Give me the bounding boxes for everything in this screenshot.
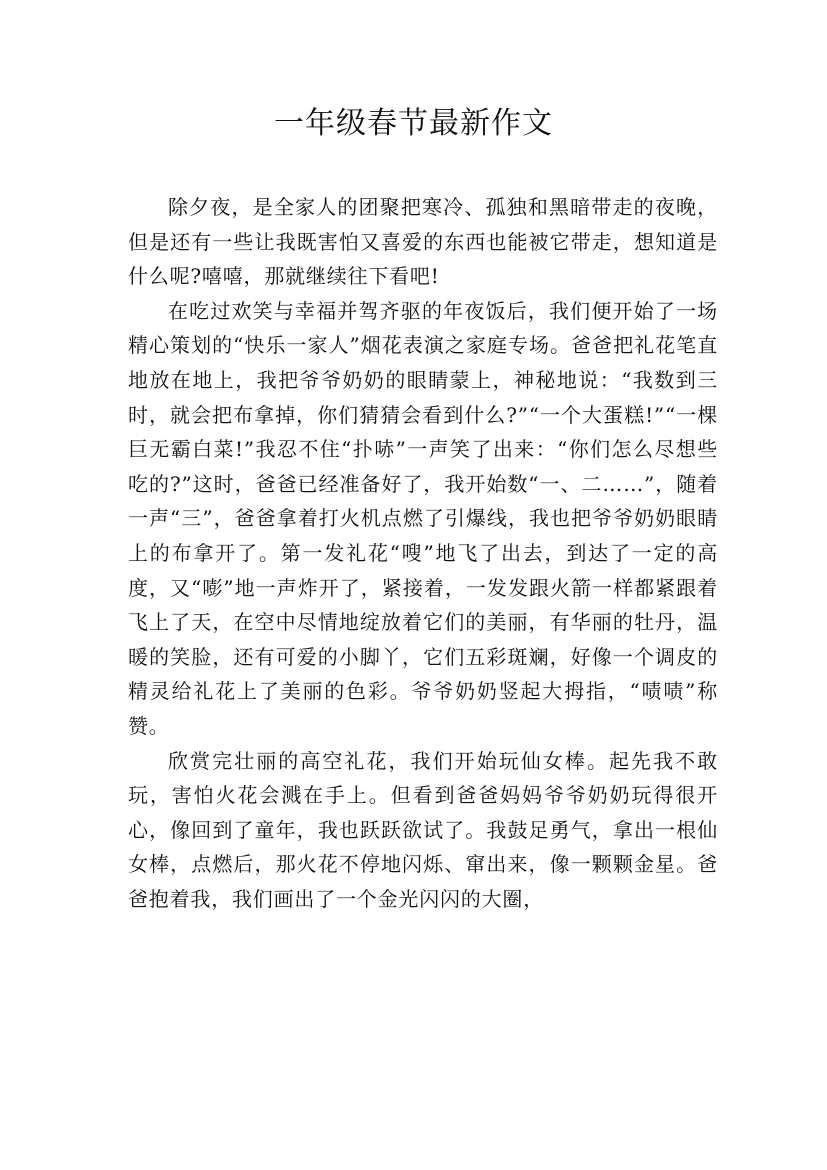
paragraph-1: 除夕夜，是全家人的团聚把寒冷、孤独和黑暗带走的夜晚，但是还有一些让我既害怕又喜爱的东西也能被它带走，想知道是什么呢?嘻嘻，那就继续往下看吧! bbox=[128, 195, 718, 289]
paragraph-2: 在吃过欢笑与幸福并驾齐驱的年夜饭后，我们便开始了一场精心策划的“快乐一家人”烟花表演之家庭专场。爸爸把礼花笔直地放在地上，我把爷爷奶奶的眼睛蒙上，神秘地说：“我数到三时，就会把布拿掉，你们猜猜会看到什么?”“一个大蛋糕!”“一棵巨无霸白菜!”我忍不住“扑哧”一声笑了出来：“你们怎么尽想些吃的?”这时，爸爸已经准备好了，我开始数“一、二……”，随着一声“三”，爸爸拿着打火机点燃了引爆线，我也把爷爷奶奶眼睛上的布拿开了。第一发礼花“嗖”地飞了出去，到达了一定的高度，又“嘭”地一声炸开了，紧接着，一发发跟火箭一样都紧跟着飞上了天，在空中尽情地绽放着它们的美丽，有华丽的牡丹，温暖的笑脸，还有可爱的小脚丫，它们五彩斑斓，好像一个调皮的精灵给礼花上了美丽的色彩。爷爷奶奶竖起大拇指，“啧啧”称赞。 bbox=[128, 298, 718, 738]
paragraph-3: 欣赏完壮丽的高空礼花，我们开始玩仙女棒。起先我不敢玩，害怕火花会溅在手上。但看到爸爸妈妈爷爷奶奶玩得很开心，像回到了童年，我也跃跃欲试了。我鼓足勇气，拿出一根仙女棒，点燃后，那火花不停地闪烁、窜出来，像一颗颗金星。爸爸抱着我，我们画出了一个金光闪闪的大圈， bbox=[128, 748, 718, 911]
document-title: 一年级春节最新作文 bbox=[274, 106, 553, 141]
document-body bbox=[128, 190, 718, 916]
